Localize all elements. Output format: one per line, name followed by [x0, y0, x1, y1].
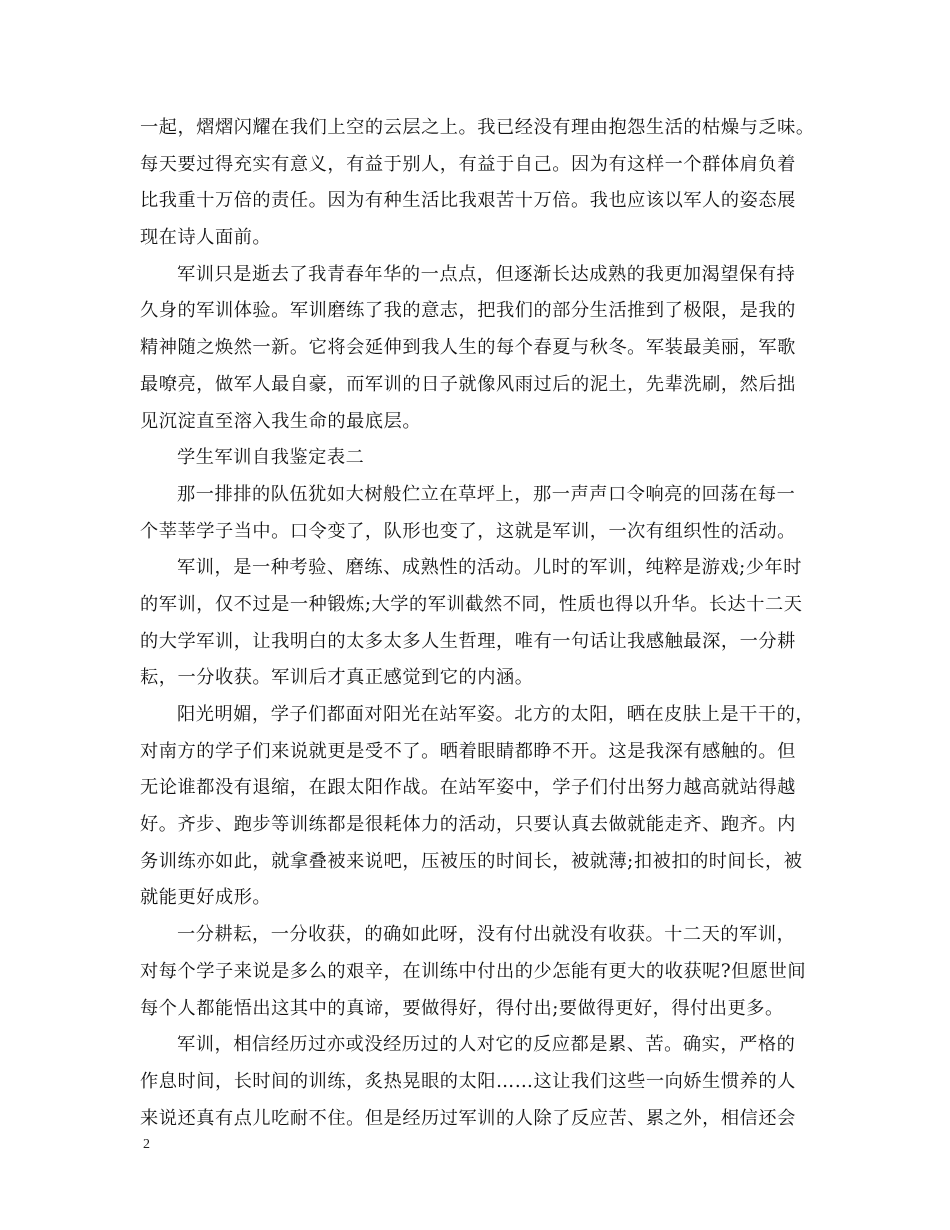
text-line: 来说还真有点儿吃耐不住。但是经历过军训的人除了反应苦、累之外，相信还会	[140, 1107, 796, 1129]
section-heading	[140, 440, 820, 477]
text-line: 军训，是一种考验、磨练、成熟性的活动。儿时的军训，纯粹是游戏;少年时	[177, 557, 803, 579]
text-line: 见沉淀直至溶入我生命的最底层。	[140, 410, 422, 432]
text-line: 一起，熠熠闪耀在我们上空的云层之上。我已经没有理由抱怨生活的枯燥与乏味。	[140, 117, 815, 138]
text-line: 一分耕耘，一分收获，的确如此呀，没有付出就没有收获。十二天的军训，	[177, 924, 796, 946]
text-line: 个莘莘学子当中。口令变了，队形也变了，这就是军训，一次有组织性的活动。	[140, 520, 796, 542]
paragraph	[140, 477, 820, 550]
text-line: 的大学军训，让我明白的太多太多人生哲理，唯有一句话让我感触最深，一分耕	[140, 630, 796, 652]
paragraph	[140, 917, 820, 1027]
text-line: 好。齐步、跑步等训练都是很耗体力的活动，只要认真去做就能走齐、跑齐。内	[140, 814, 796, 836]
paragraph	[140, 257, 820, 440]
paragraph	[140, 697, 820, 917]
text-line: 耘，一分收获。军训后才真正感觉到它的内涵。	[140, 667, 534, 689]
section-title: 学生军训自我鉴定表二	[177, 447, 365, 469]
text-line: 最嘹亮，做军人最自豪，而军训的日子就像风雨过后的泥土，先辈洗刷，然后拙	[140, 373, 796, 395]
text-line: 阳光明媚，学子们都面对阳光在站军姿。北方的太阳，晒在皮肤上是干干的，	[177, 704, 815, 725]
text-line: 现在诗人面前。	[140, 227, 272, 249]
text-line: 军训，相信经历过亦或没经历过的人对它的反应都是累、苦。确实，严格的	[177, 1034, 796, 1056]
page-body	[140, 110, 820, 1137]
text-line: 作息时间，长时间的训练，炙热晃眼的太阳……这让我们这些一向娇生惯养的人	[140, 1070, 796, 1092]
text-line: 对南方的学子们来说就更是受不了。晒着眼睛都睁不开。这是我深有感触的。但	[140, 740, 796, 762]
text-line: 每天要过得充实有意义，有益于别人，有益于自己。因为有这样一个群体肩负着	[140, 153, 796, 175]
text-line: 就能更好成形。	[140, 887, 272, 909]
paragraph	[140, 550, 820, 697]
text-line: 的军训，仅不过是一种锻炼;大学的军训截然不同，性质也得以升华。长达十二天	[140, 593, 803, 615]
text-line: 无论谁都没有退缩，在跟太阳作战。在站军姿中，学子们付出努力越高就站得越	[140, 777, 796, 799]
text-line: 对每个学子来说是多么的艰辛，在训练中付出的少怎能有更大的收获呢?但愿世间	[140, 960, 807, 982]
text-line: 每个人都能悟出这其中的真谛，要做得好，得付出;要做得更好，得付出更多。	[140, 997, 784, 1019]
text-line: 军训只是逝去了我青春年华的一点点，但逐渐长达成熟的我更加渴望保有持	[177, 263, 796, 285]
page-number: 2	[143, 1137, 150, 1152]
text-line: 务训练亦如此，就拿叠被来说吧，压被压的时间长，被就薄;扣被扣的时间长，被	[140, 850, 803, 872]
paragraph	[140, 1027, 820, 1137]
text-line: 比我重十万倍的责任。因为有种生活比我艰苦十万倍。我也应该以军人的姿态展	[140, 190, 796, 212]
text-line: 久身的军训体验。军训磨练了我的意志，把我们的部分生活推到了极限，是我的	[140, 300, 796, 322]
paragraph	[140, 110, 820, 257]
text-line: 精神随之焕然一新。它将会延伸到我人生的每个春夏与秋冬。军装最美丽，军歌	[140, 337, 796, 359]
text-line: 那一排排的队伍犹如大树般伫立在草坪上，那一声声口令响亮的回荡在每一	[177, 483, 796, 505]
